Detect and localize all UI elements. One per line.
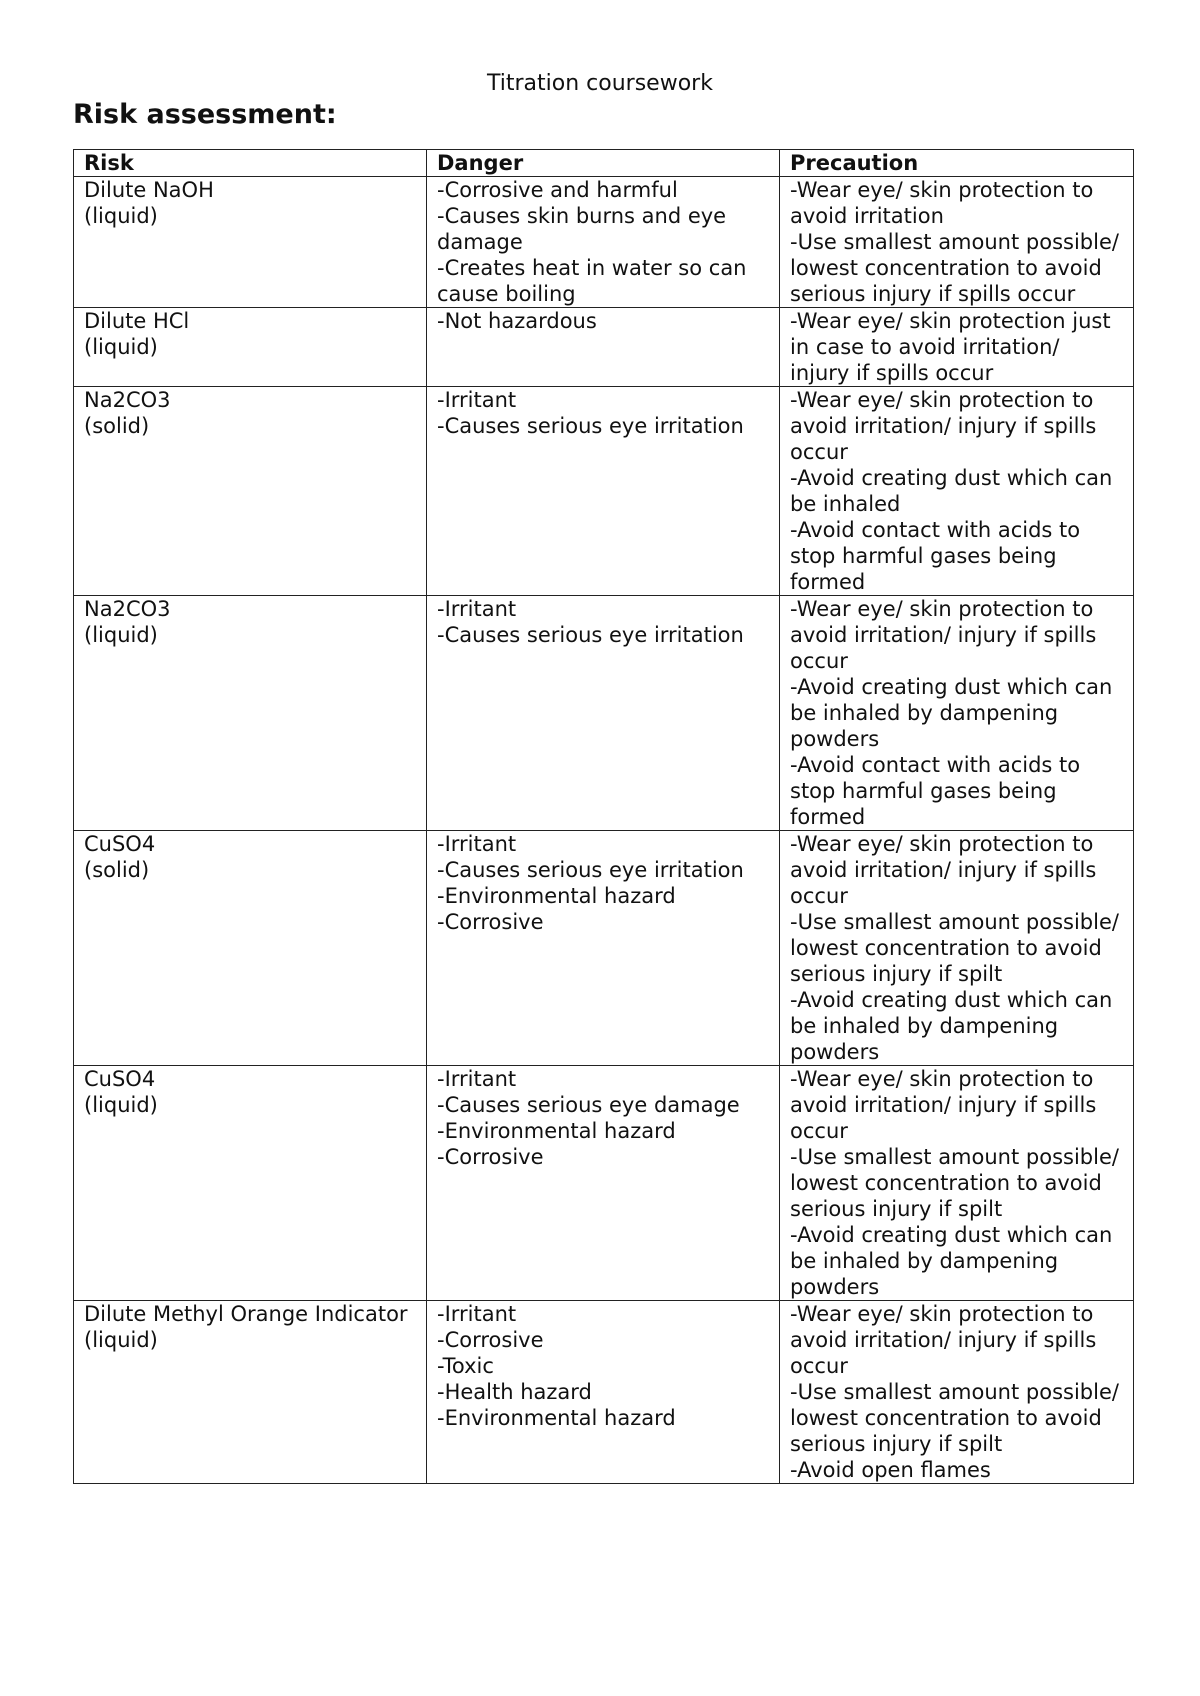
cell-risk <box>74 177 427 308</box>
risk-text-line: Na2CO3 <box>84 388 171 412</box>
cell-precaution <box>780 596 1134 831</box>
table-row <box>74 308 1134 387</box>
danger-text-line: -Corrosive <box>437 1328 544 1352</box>
cell-precaution <box>780 177 1134 308</box>
precaution-text-line: -Avoid contact with acids to stop harmful gases being formed <box>790 753 1087 829</box>
risk-text-line: Dilute Methyl Orange Indicator <box>84 1302 408 1326</box>
cell-risk <box>74 387 427 596</box>
precaution-text-line: -Avoid creating dust which can be inhaled by dampening powders <box>790 1223 1120 1299</box>
cell-precaution <box>780 1066 1134 1301</box>
risk-text-line: (liquid) <box>84 204 158 228</box>
table-row <box>74 831 1134 1066</box>
danger-text-line: -Toxic <box>437 1354 494 1378</box>
danger-text-line: -Environmental hazard <box>437 1119 676 1143</box>
risk-text-line: CuSO4 <box>84 1067 156 1091</box>
risk-text-line: Dilute NaOH <box>84 178 214 202</box>
precaution-text-line: -Use smallest amount possible/ lowest concentration to avoid serious injury if spills occur <box>790 230 1126 306</box>
precaution-text-line: -Avoid creating dust which can be inhaled by dampening powders <box>790 988 1120 1064</box>
column-header-danger: Danger <box>427 150 780 177</box>
table-header-row <box>74 150 1134 177</box>
precaution-text-line: -Avoid contact with acids to stop harmful gases being formed <box>790 518 1087 594</box>
danger-text-line: -Irritant <box>437 1302 517 1326</box>
precaution-text-line: -Use smallest amount possible/ lowest concentration to avoid serious injury if spilt <box>790 910 1126 986</box>
danger-text-line: -Causes serious eye irritation <box>437 858 744 882</box>
cell-danger <box>427 387 780 596</box>
precaution-text-line: -Use smallest amount possible/ lowest concentration to avoid serious injury if spilt <box>790 1145 1126 1221</box>
risk-text-line: (liquid) <box>84 335 158 359</box>
document-header-title: Titration coursework <box>487 71 713 96</box>
column-header-risk: Risk <box>74 150 427 177</box>
precaution-text-line: -Wear eye/ skin protection to avoid irritation/ injury if spills occur <box>790 1302 1103 1378</box>
table-row <box>74 387 1134 596</box>
risk-text-line: (liquid) <box>84 1328 158 1352</box>
cell-danger <box>427 308 780 387</box>
precaution-text-line: -Avoid creating dust which can be inhaled by dampening powders <box>790 675 1120 751</box>
danger-text-line: -Causes skin burns and eye damage <box>437 204 733 254</box>
precaution-text-line: -Wear eye/ skin protection to avoid irritation/ injury if spills occur <box>790 1067 1103 1143</box>
danger-text-line: -Causes serious eye damage <box>437 1093 740 1117</box>
cell-risk <box>74 1066 427 1301</box>
danger-text-line: -Creates heat in water so can cause boiling <box>437 256 754 306</box>
precaution-text-line: -Wear eye/ skin protection just in case to avoid irritation/ injury if spills occur <box>790 309 1118 385</box>
cell-risk <box>74 596 427 831</box>
cell-danger <box>427 831 780 1066</box>
cell-risk <box>74 1301 427 1484</box>
risk-text-line: (liquid) <box>84 1093 158 1117</box>
risk-assessment-table <box>73 149 1134 1484</box>
danger-text-line: -Irritant <box>437 597 517 621</box>
cell-precaution <box>780 831 1134 1066</box>
precaution-text-line: -Use smallest amount possible/ lowest concentration to avoid serious injury if spilt <box>790 1380 1126 1456</box>
cell-risk <box>74 831 427 1066</box>
precaution-text-line: -Avoid creating dust which can be inhaled <box>790 466 1120 516</box>
risk-text-line: (solid) <box>84 414 150 438</box>
danger-text-line: -Health hazard <box>437 1380 592 1404</box>
cell-precaution <box>780 1301 1134 1484</box>
danger-text-line: -Irritant <box>437 388 517 412</box>
precaution-text-line: -Avoid open flames <box>790 1458 991 1482</box>
danger-text-line: -Irritant <box>437 1067 517 1091</box>
table-row <box>74 177 1134 308</box>
table-row <box>74 1066 1134 1301</box>
danger-text-line: -Not hazardous <box>437 309 597 333</box>
table-row <box>74 596 1134 831</box>
danger-text-line: -Causes serious eye irritation <box>437 623 744 647</box>
risk-text-line: (solid) <box>84 858 150 882</box>
risk-text-line: CuSO4 <box>84 832 156 856</box>
risk-text-line: Dilute HCl <box>84 309 190 333</box>
precaution-text-line: -Wear eye/ skin protection to avoid irritation/ injury if spills occur <box>790 832 1103 908</box>
precaution-text-line: -Wear eye/ skin protection to avoid irritation <box>790 178 1101 228</box>
danger-text-line: -Corrosive <box>437 1145 544 1169</box>
precaution-text-line: -Wear eye/ skin protection to avoid irritation/ injury if spills occur <box>790 388 1103 464</box>
danger-text-line: -Causes serious eye irritation <box>437 414 744 438</box>
cell-danger <box>427 596 780 831</box>
cell-danger <box>427 1301 780 1484</box>
danger-text-line: -Environmental hazard <box>437 884 676 908</box>
table-row <box>74 1301 1134 1484</box>
danger-text-line: -Corrosive <box>437 910 544 934</box>
precaution-text-line: -Wear eye/ skin protection to avoid irritation/ injury if spills occur <box>790 597 1103 673</box>
cell-precaution <box>780 308 1134 387</box>
page-title: Risk assessment: <box>73 99 337 130</box>
cell-risk <box>74 308 427 387</box>
risk-text-line: Na2CO3 <box>84 597 171 621</box>
table-body <box>74 177 1134 1484</box>
cell-precaution <box>780 387 1134 596</box>
danger-text-line: -Environmental hazard <box>437 1406 676 1430</box>
cell-danger <box>427 177 780 308</box>
danger-text-line: -Corrosive and harmful <box>437 178 678 202</box>
risk-text-line: (liquid) <box>84 623 158 647</box>
cell-danger <box>427 1066 780 1301</box>
column-header-precaution: Precaution <box>780 150 1134 177</box>
danger-text-line: -Irritant <box>437 832 517 856</box>
